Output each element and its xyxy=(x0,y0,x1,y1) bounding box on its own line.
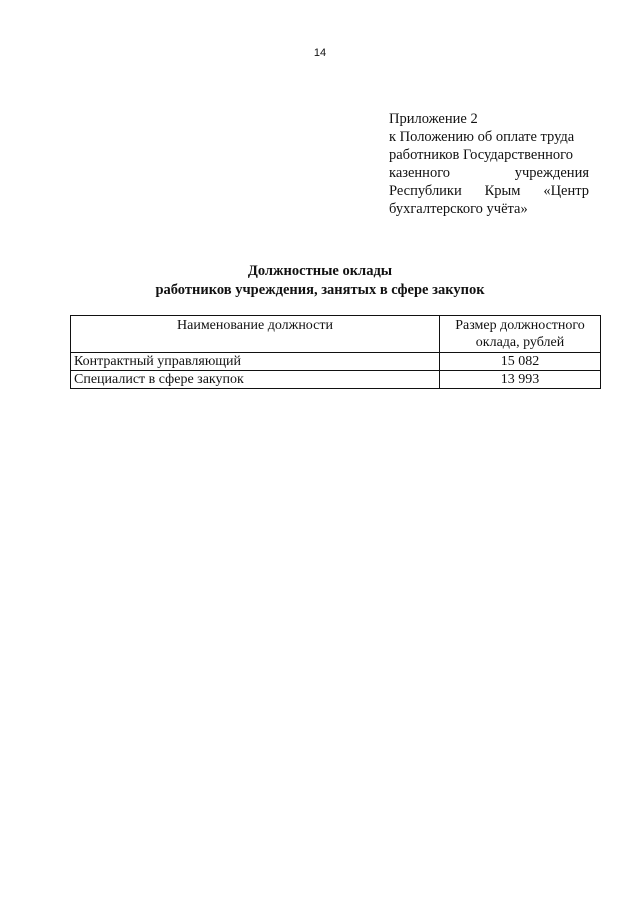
appendix-block xyxy=(389,110,589,218)
appendix-line-5 xyxy=(389,182,589,200)
table-row xyxy=(71,353,601,371)
page-number: 14 xyxy=(313,47,327,59)
header-position: Наименование должности xyxy=(71,316,440,353)
appendix-line-6: бухгалтерского учёта» xyxy=(389,201,528,217)
header-salary: Размер должностного оклада, рублей xyxy=(440,316,601,353)
appendix-line-3: работников Государственного xyxy=(389,147,573,163)
appendix-line-5-b: Крым xyxy=(484,183,521,199)
appendix-title: Приложение 2 xyxy=(389,111,478,127)
title-line-2: работников учреждения, занятых в сфере закупок xyxy=(155,282,485,298)
table-row xyxy=(71,371,601,389)
row-position: Контрактный управляющий xyxy=(71,353,440,371)
row-salary: 15 082 xyxy=(440,353,601,371)
document-title xyxy=(0,262,640,300)
appendix-line-4-left: казенного xyxy=(389,165,451,181)
row-position: Специалист в сфере закупок xyxy=(71,371,440,389)
title-line-1: Должностные оклады xyxy=(247,263,393,279)
row-salary: 13 993 xyxy=(440,371,601,389)
appendix-line-5-c: «Центр xyxy=(543,183,589,199)
appendix-line-2: к Положению об оплате труда xyxy=(389,129,575,145)
appendix-line-4-right: учреждения xyxy=(514,165,589,181)
salary-table xyxy=(70,315,601,389)
table-header-row xyxy=(71,316,601,353)
appendix-line-4 xyxy=(389,164,589,182)
appendix-line-5-a: Республики xyxy=(389,183,462,199)
